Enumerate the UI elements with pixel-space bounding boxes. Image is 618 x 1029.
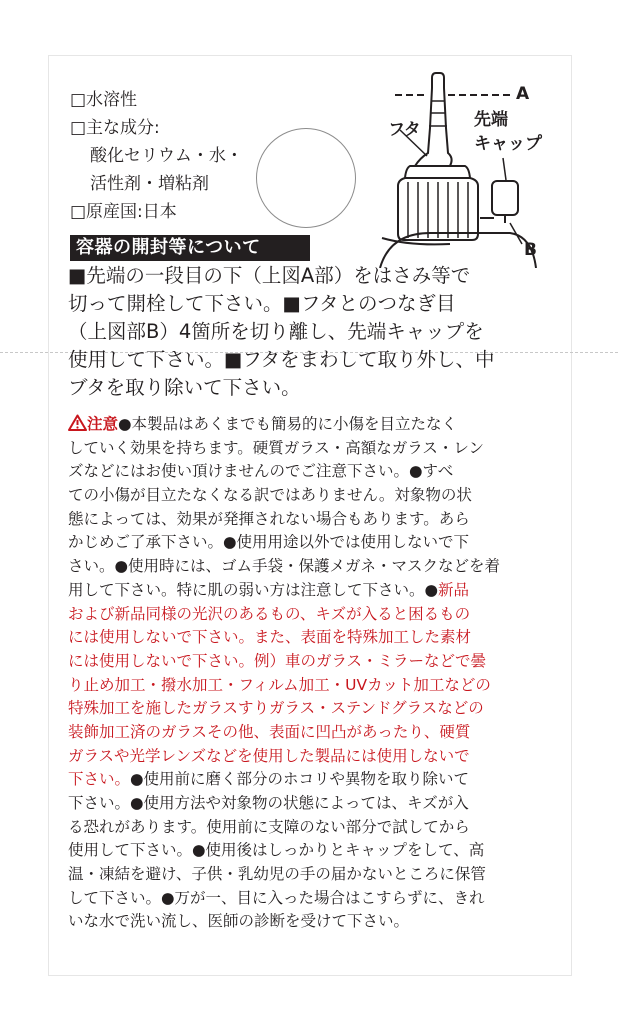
caution-line: いな水で洗い流し、医師の診断を受けて下さい。	[68, 912, 410, 931]
caution-line-red: には使用しないで下さい。例）車のガラス・ミラーなどで曇	[68, 651, 487, 670]
caution-line	[68, 579, 554, 603]
caution-line-red: ガラスや光学レンズなどを使用した製品には使用しないで	[68, 746, 470, 765]
bottle-cap-drawing	[370, 68, 570, 268]
ingredients-line-2: 活性剤・増粘剤	[90, 174, 209, 194]
caution-line: かじめご了承下さい。●使用用途以外では使用しないで下	[68, 533, 470, 552]
caution-line-red: および新品同様の光沢のあるもの、キズが入ると困るもの	[68, 604, 471, 623]
instruction-line: 使用して下さい。■フタをまわして取り外し、中	[68, 348, 495, 371]
check-item-ingredients: □主な成分:	[70, 118, 160, 138]
caution-text: ●本製品はあくまでも簡易的に小傷を目立たなく	[118, 415, 458, 433]
label-futa: フタ	[388, 120, 421, 140]
ingredients-line-1: 酸化セリウム・水・	[90, 146, 243, 166]
caution-line: さい。●使用時には、ゴム手袋・保護メガネ・マスクなどを着	[68, 557, 501, 576]
caution-line: ての小傷が目立たなくなる訳ではありません。対象物の状	[68, 486, 472, 505]
label-cap: キャップ	[474, 134, 542, 154]
caution-line: 態によっては、効果が発揮されない場合もあります。あら	[68, 509, 470, 528]
caution-text-red: 新品	[438, 580, 470, 599]
caution-text: 用して下さい。特に肌の弱い方は注意して下さい。●	[68, 580, 439, 599]
caution-line: 使用して下さい。●使用後はしっかりとキャップをして、高	[68, 841, 485, 860]
caution-line-red: 特殊加工を施したガラスすりガラス・ステンドグラスなどの	[68, 699, 484, 718]
label-a: A	[516, 84, 530, 104]
caution-text: ●使用前に磨く部分のホコリや異物を取り除いて	[130, 770, 470, 789]
caution-line-red: には使用しないで下さい。また、表面を特殊加工した素材	[68, 628, 472, 647]
caution-line: していく効果を持ちます。硬質ガラス・高額なガラス・レン	[68, 438, 484, 457]
caution-line: 下さい。●使用方法や対象物の状態によっては、キズが入	[68, 794, 469, 812]
opening-instructions	[68, 262, 554, 402]
caution-line-red: 装飾加工済のガラスその他、表面に凹凸があったり、硬質	[68, 722, 471, 741]
caution-section	[68, 413, 554, 934]
opening-heading: 容器の開封等について	[70, 235, 310, 261]
blank-circle-mark	[256, 128, 356, 228]
bottle-cap-diagram	[370, 68, 570, 268]
caution-line: 温・凍結を避け、子供・乳幼児の手の届かないところに保管	[68, 865, 486, 884]
instruction-line: ブタを取り除いて下さい。	[68, 376, 301, 399]
instruction-line: 切って開栓して下さい。■フタとのつなぎ目	[68, 292, 456, 315]
caution-text-red: 下さい。	[68, 770, 131, 789]
check-item-origin: □原産国:日本	[70, 202, 177, 222]
check-item-water-soluble: □水溶性	[70, 90, 138, 110]
caution-line: して下さい。●万が一、目に入った場合はこすらずに、きれ	[68, 888, 485, 907]
instruction-line: （上図部B）4箇所を切り離し、先端キャップを	[68, 320, 484, 343]
label-sentan: 先端	[474, 110, 508, 130]
caution-line-red: り止め加工・撥水加工・フィルム加工・UVカット加工などの	[68, 675, 491, 694]
caution-line: る恐れがあります。使用前に支障のない部分で試してから	[68, 817, 470, 836]
label-b: B	[524, 240, 537, 260]
caution-line	[68, 768, 554, 792]
instruction-line: ■先端の一段目の下（上図A部）をはさみ等で	[68, 264, 471, 287]
caution-label: 注意	[87, 415, 119, 433]
checklist	[70, 86, 243, 226]
warning-triangle-icon	[68, 414, 87, 431]
caution-line	[68, 413, 554, 437]
caution-line: ズなどにはお使い頂けませんのでご注意下さい。●すべ	[68, 462, 454, 481]
